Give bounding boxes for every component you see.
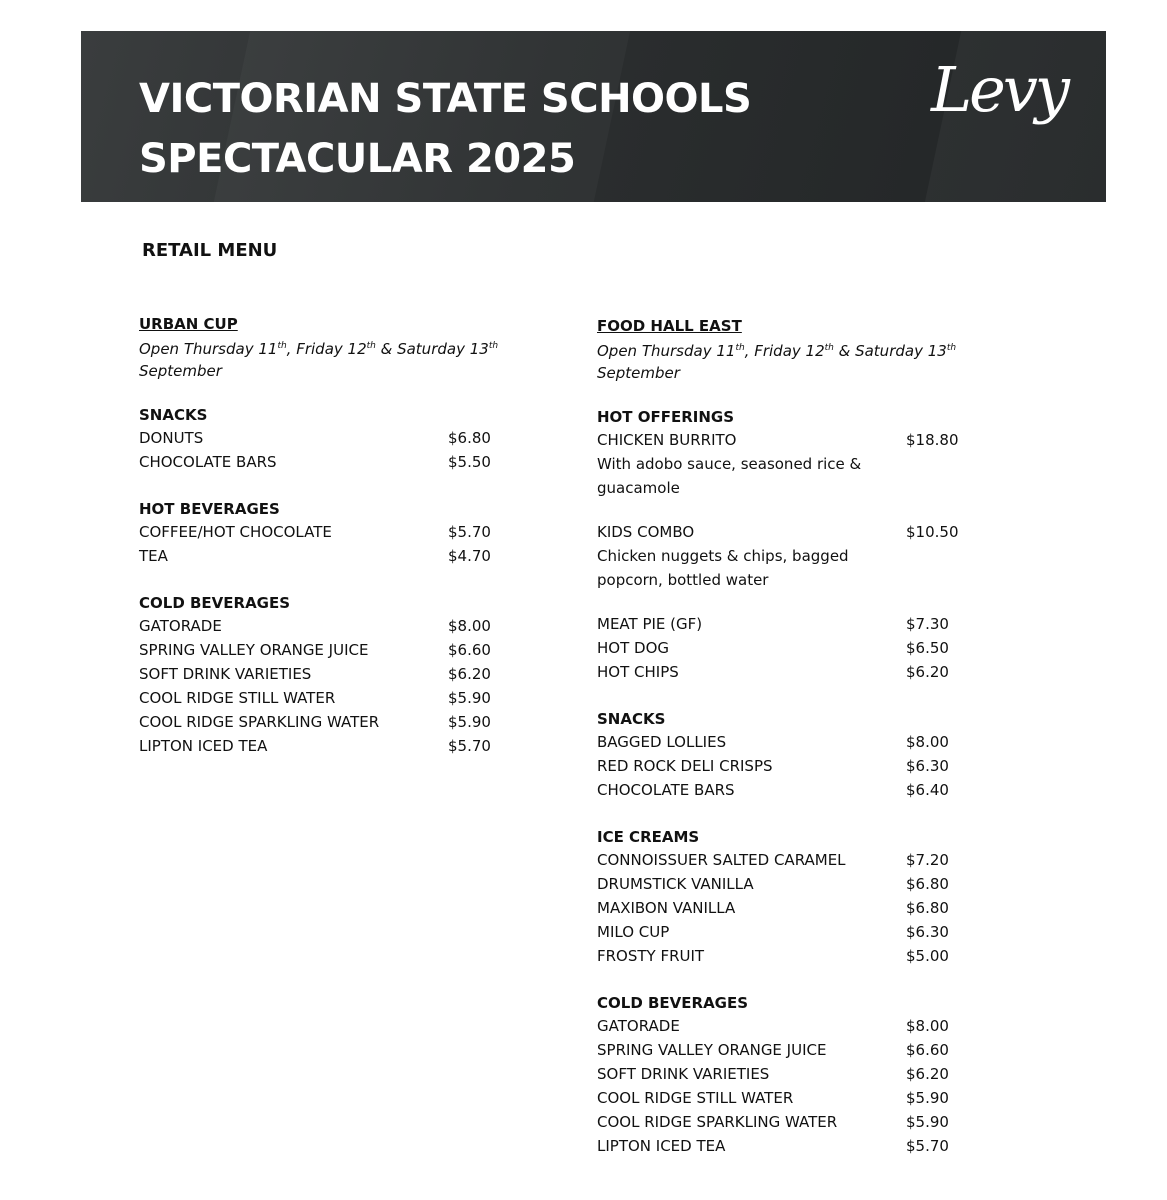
- menu-heading: RETAIL MENU: [142, 240, 278, 261]
- menu-item: [597, 920, 977, 944]
- item-price: $6.80: [906, 875, 949, 893]
- item-name: DRUMSTICK VANILLA: [597, 875, 754, 893]
- menu-section: [139, 498, 519, 568]
- venue-hours-text: , Friday 12: [744, 342, 825, 360]
- menu-item: [597, 730, 977, 754]
- item-name: COOL RIDGE SPARKLING WATER: [597, 1113, 838, 1131]
- item-price: $6.80: [906, 899, 949, 917]
- item-name: CONNOISSUER SALTED CARAMEL: [597, 851, 846, 869]
- menu-item: [139, 662, 519, 686]
- venue-hours-text: , Friday 12: [286, 340, 367, 358]
- menu-item: [597, 612, 977, 636]
- section-title: HOT OFFERINGS: [597, 408, 735, 426]
- item-name: CHOCOLATE BARS: [139, 453, 277, 471]
- item-price: $5.90: [448, 713, 491, 731]
- menu-section: [139, 404, 519, 474]
- item-name: GATORADE: [597, 1017, 680, 1035]
- venue-hours: [597, 337, 967, 384]
- item-price: $6.20: [906, 1065, 949, 1083]
- menu-item: [597, 428, 977, 452]
- section-title: SNACKS: [139, 406, 208, 424]
- menu-section: [597, 406, 977, 684]
- menu-item: [597, 848, 977, 872]
- venue-name: URBAN CUP: [139, 315, 238, 333]
- menu-item: [597, 896, 977, 920]
- item-price: $6.20: [448, 665, 491, 683]
- section-title: SNACKS: [597, 710, 666, 728]
- menu-item: [597, 754, 977, 778]
- section-title: COLD BEVERAGES: [597, 994, 749, 1012]
- item-name: HOT DOG: [597, 639, 669, 657]
- menu-item: [139, 710, 519, 734]
- item-price: $5.70: [906, 1137, 949, 1155]
- item-price: $5.90: [906, 1089, 949, 1107]
- item-name: COOL RIDGE STILL WATER: [597, 1089, 794, 1107]
- levy-logo: Levy: [931, 53, 1067, 126]
- menu-item: [139, 734, 519, 758]
- item-price: $6.30: [906, 923, 949, 941]
- page-title-line-2: SPECTACULAR 2025: [139, 136, 576, 182]
- item-name: HOT CHIPS: [597, 663, 679, 681]
- ordinal-suffix: th: [277, 341, 287, 351]
- menu-item: [597, 660, 977, 684]
- item-name: MAXIBON VANILLA: [597, 899, 736, 917]
- venue-hours-text: September: [139, 362, 222, 380]
- item-price: $18.80: [906, 431, 959, 449]
- item-price: $5.90: [906, 1113, 949, 1131]
- item-price: $5.90: [448, 689, 491, 707]
- venue-column-food-hall-east: [597, 315, 977, 1182]
- venue-hours-text: Open Thursday 11: [597, 342, 736, 360]
- menu-item: [597, 872, 977, 896]
- menu-item: [597, 1086, 977, 1110]
- header-banner: [81, 31, 1106, 202]
- item-price: $8.00: [448, 617, 491, 635]
- item-name: CHICKEN BURRITO: [597, 431, 737, 449]
- venue-name: FOOD HALL EAST: [597, 317, 742, 335]
- venue-hours-text: & Saturday 13: [833, 342, 947, 360]
- item-description: With adobo sauce, seasoned rice & guacamole: [597, 455, 862, 497]
- menu-item: [139, 450, 519, 474]
- menu-section: [139, 592, 519, 758]
- item-name: TEA: [139, 547, 168, 565]
- item-price: $5.00: [906, 947, 949, 965]
- menu-section: [597, 826, 977, 968]
- page-title-line-1: VICTORIAN STATE SCHOOLS: [139, 76, 752, 122]
- ordinal-suffix: th: [824, 343, 834, 353]
- item-price: $10.50: [906, 523, 959, 541]
- menu-item: [597, 636, 977, 660]
- item-name: BAGGED LOLLIES: [597, 733, 727, 751]
- item-name: COFFEE/HOT CHOCOLATE: [139, 523, 332, 541]
- menu-item: [139, 544, 519, 568]
- item-name: KIDS COMBO: [597, 523, 695, 541]
- menu-item: [597, 778, 977, 802]
- item-price: $7.30: [906, 615, 949, 633]
- item-name: LIPTON ICED TEA: [597, 1137, 726, 1155]
- item-price: $6.80: [448, 429, 491, 447]
- menu-item: [597, 944, 977, 968]
- item-price: $8.00: [906, 733, 949, 751]
- item-name: CHOCOLATE BARS: [597, 781, 735, 799]
- item-description: Chicken nuggets & chips, bagged popcorn, bottled water: [597, 547, 849, 589]
- item-price: $8.00: [906, 1017, 949, 1035]
- item-name: SOFT DRINK VARIETIES: [139, 665, 312, 683]
- item-price: $5.70: [448, 523, 491, 541]
- item-price: $6.30: [906, 757, 949, 775]
- item-price: $6.60: [906, 1041, 949, 1059]
- menu-item: [139, 614, 519, 638]
- item-price: $4.70: [448, 547, 491, 565]
- venue-hours-text: Open Thursday 11: [139, 340, 278, 358]
- menu-item: [597, 1134, 977, 1158]
- ordinal-suffix: th: [946, 343, 957, 353]
- venue-hours-text: September: [597, 364, 680, 382]
- section-title: COLD BEVERAGES: [139, 594, 291, 612]
- item-price: $5.50: [448, 453, 491, 471]
- item-name: SPRING VALLEY ORANGE JUICE: [139, 641, 369, 659]
- menu-item: [597, 1014, 977, 1038]
- menu-section: [597, 708, 977, 802]
- menu-item: [597, 1038, 977, 1062]
- item-name: SPRING VALLEY ORANGE JUICE: [597, 1041, 827, 1059]
- ordinal-suffix: th: [488, 341, 499, 351]
- item-name: RED ROCK DELI CRISPS: [597, 757, 773, 775]
- item-name: MILO CUP: [597, 923, 670, 941]
- page-title: [139, 69, 751, 189]
- item-name: SOFT DRINK VARIETIES: [597, 1065, 770, 1083]
- venue-column-urban-cup: [139, 313, 519, 782]
- item-name: GATORADE: [139, 617, 222, 635]
- item-name: MEAT PIE (GF): [597, 615, 703, 633]
- item-price: $7.20: [906, 851, 949, 869]
- menu-item: [597, 1110, 977, 1134]
- section-title: ICE CREAMS: [597, 828, 700, 846]
- menu-item: [139, 426, 519, 450]
- menu-section: [597, 992, 977, 1158]
- item-price: $5.70: [448, 737, 491, 755]
- item-name: LIPTON ICED TEA: [139, 737, 268, 755]
- menu-item: [139, 520, 519, 544]
- item-name: COOL RIDGE SPARKLING WATER: [139, 713, 380, 731]
- menu-item: [139, 686, 519, 710]
- item-price: $6.50: [906, 639, 949, 657]
- venue-hours: [139, 335, 509, 382]
- menu-item: [139, 638, 519, 662]
- item-price: $6.60: [448, 641, 491, 659]
- item-name: COOL RIDGE STILL WATER: [139, 689, 336, 707]
- ordinal-suffix: th: [366, 341, 376, 351]
- item-name: DONUTS: [139, 429, 204, 447]
- section-title: HOT BEVERAGES: [139, 500, 280, 518]
- ordinal-suffix: th: [735, 343, 745, 353]
- item-name: FROSTY FRUIT: [597, 947, 705, 965]
- menu-item: [597, 1062, 977, 1086]
- menu-item: [597, 520, 977, 544]
- item-price: $6.20: [906, 663, 949, 681]
- item-price: $6.40: [906, 781, 949, 799]
- venue-hours-text: & Saturday 13: [375, 340, 489, 358]
